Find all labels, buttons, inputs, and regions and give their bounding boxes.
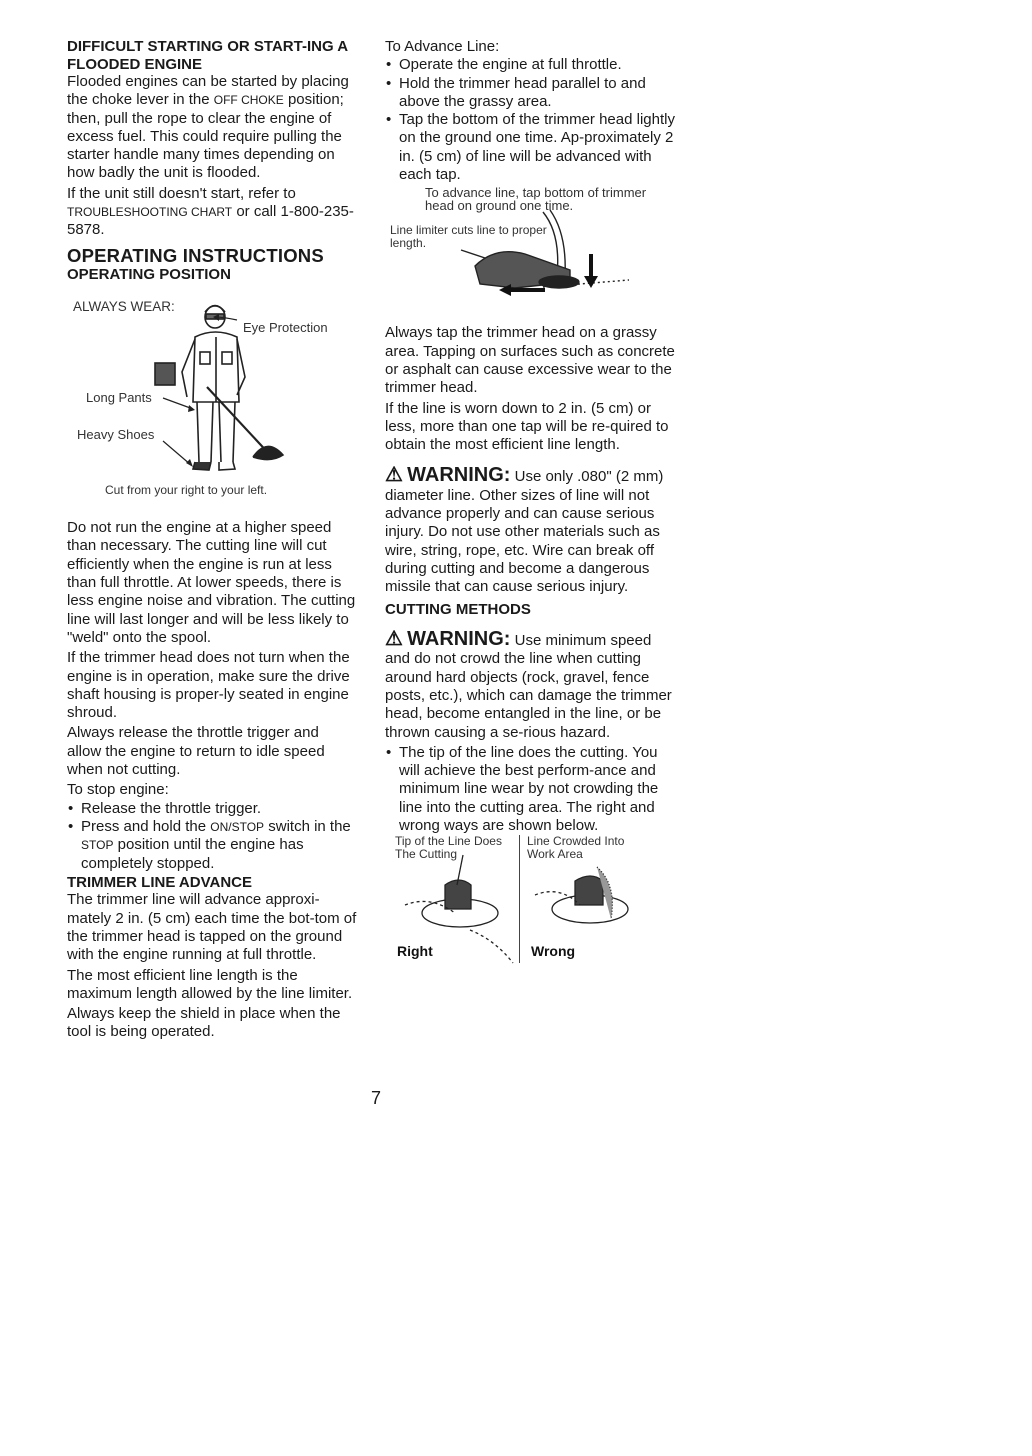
advance-line-list: [385, 56, 675, 184]
paragraph-to-stop-engine: To stop engine:: [67, 781, 169, 799]
text-switch-in: switch in the: [268, 817, 351, 835]
figure-operating-position: [67, 297, 357, 513]
tap-illustration: [385, 184, 675, 320]
list-item: • The tip of the line does the cutting. You will achieve the best perform-ance and minimum line wear by not crowding the line into the cutting area. The right and wrong ways are shown below.: [385, 744, 675, 835]
warning-triangle-icon: ⚠: [385, 464, 403, 487]
stop-engine-list: [67, 800, 357, 873]
paragraph-shield: Always keep the shield in place when the tool is being operated.: [67, 1005, 341, 1041]
text-on-stop-switch: ON/STOP: [210, 819, 265, 834]
heading-cutting-methods: CUTTING METHODS: [385, 600, 531, 618]
paragraph-line-worn: If the line is worn down to 2 in. (5 cm) or less, more than one tap will be re-quired to obtain the most efficient line length.: [385, 399, 669, 454]
warning-title: WARNING:: [407, 464, 511, 487]
text-troubleshooting-chart: TROUBLESHOOTING CHART: [67, 205, 233, 220]
warning-text: Use minimum speed and do not crowd the line when cutting around hard objects (rock, gravel, fence posts, etc.), which can damage the trimmer head, become entangled in the line, or be thrown causing a se-rious hazard.: [385, 632, 672, 741]
label-always-wear: ALWAYS WEAR:: [73, 299, 175, 315]
warning-minimum-speed: [385, 630, 675, 742]
warning-line-diameter: [385, 466, 675, 596]
text-stop: STOP: [81, 838, 114, 853]
paragraph-line-advance: The trimmer line will advance approxi-mately 2 in. (5 cm) each time the bot-tom of the trimmer head is tapped on the ground with the engine running at full throttle.: [67, 891, 357, 964]
list-item: • Operate the engine at full throttle.: [385, 56, 675, 74]
paragraph-still-doesnt-start: [67, 185, 357, 240]
cutting-methods-list: [385, 744, 675, 835]
paragraph-tap-grassy-area: Always tap the trimmer head on a grassy area. Tapping on surfaces such as concrete or asphalt can cause excessive wear to the trimmer head.: [385, 324, 675, 397]
caption-tap-bottom: To advance line, tap bottom of trimmer head on ground one time.: [425, 185, 647, 214]
warning-triangle-icon: ⚠: [385, 628, 403, 651]
arrow-left-icon: [509, 288, 545, 292]
right-column: [385, 38, 675, 965]
list-item: • Release the throttle trigger.: [67, 800, 357, 818]
page-number: 7: [371, 1088, 382, 1108]
paragraph-engine-speed: Do not run the engine at a higher speed than necessary. The cutting line will cut efficiently when the engine is run at less than full throttle. At lower speeds, there is less engine noise and vibration. The cutting line will last longer and will be less likely to "weld" onto the spool.: [67, 519, 356, 646]
paragraph-release-throttle: Always release the throttle trigger and allow the engine to return to idle speed when not cutting.: [67, 724, 325, 779]
text-flooded-2: position; then, pull the rope to clear the engine of excess fuel. This could require pulling the starter handle many times depending on how badly the unit is flooded.: [67, 91, 344, 182]
label-tip-of-line: Tip of the Line Does The Cutting: [395, 834, 502, 862]
paragraph-flooded: [67, 73, 357, 183]
heading-operating-instructions: OPERATING INSTRUCTIONS: [67, 244, 324, 266]
text-position-until: position until the engine has completely stopped.: [81, 836, 304, 872]
label-right: Right: [397, 943, 433, 960]
text-still-2: or call 1-800-235-5878.: [67, 203, 354, 239]
heading-operating-position: OPERATING POSITION: [67, 265, 231, 283]
label-long-pants: Long Pants: [86, 390, 152, 406]
paragraph-efficient-length: The most efficient line length is the maximum length allowed by the line limiter.: [67, 966, 353, 1002]
label-heavy-shoes: Heavy Shoes: [77, 427, 155, 443]
caption-cut-direction: Cut from your right to your left.: [105, 483, 268, 498]
warning-text: Use only .080" (2 mm) diameter line. Other sizes of line will not advance properly and can cause serious injury. Do not use other materials such as wire, string, rope, etc. Wire can break off during cutting and become a dangerous missile that can cause serious injury.: [385, 468, 664, 596]
label-line-crowded: Line Crowded Into Work Area: [527, 834, 625, 862]
left-column: [67, 38, 357, 1042]
figure-right-wrong-cutting: [385, 835, 675, 965]
paragraph-to-advance-line: To Advance Line:: [385, 38, 500, 55]
heading-trimmer-line-advance: TRIMMER LINE ADVANCE: [67, 873, 252, 891]
label-line-limiter: Line limiter cuts line to proper length.: [390, 223, 547, 251]
warning-title: WARNING:: [407, 628, 511, 651]
label-wrong: Wrong: [531, 943, 576, 960]
text-press-hold: Press and hold the: [81, 817, 207, 835]
text-still-1: If the unit still doesn't start, refer to: [67, 184, 296, 202]
list-item: [67, 818, 357, 873]
operator-illustration: [67, 297, 357, 497]
heading-flooded-engine: DIFFICULT STARTING OR START-ING A FLOODED ENGINE: [67, 38, 348, 73]
paragraph-head-not-turning: If the trimmer head does not turn when the engine is in operation, make sure the drive shaft housing is proper-ly seated in engine shroud.: [67, 649, 350, 722]
figure-tap-to-advance: [385, 184, 675, 320]
text-flooded-1: Flooded engines can be started by placing the choke lever in the: [67, 73, 349, 109]
list-item: • Tap the bottom of the trimmer head lightly on the ground one time. Ap-proximately 2 in. (5 cm) of line will be advanced with each tap.: [385, 111, 675, 184]
text-off-choke: OFF CHOKE: [213, 93, 284, 108]
list-item: • Hold the trimmer head parallel to and above the grassy area.: [385, 75, 675, 112]
label-eye-protection: Eye Protection: [243, 320, 328, 336]
